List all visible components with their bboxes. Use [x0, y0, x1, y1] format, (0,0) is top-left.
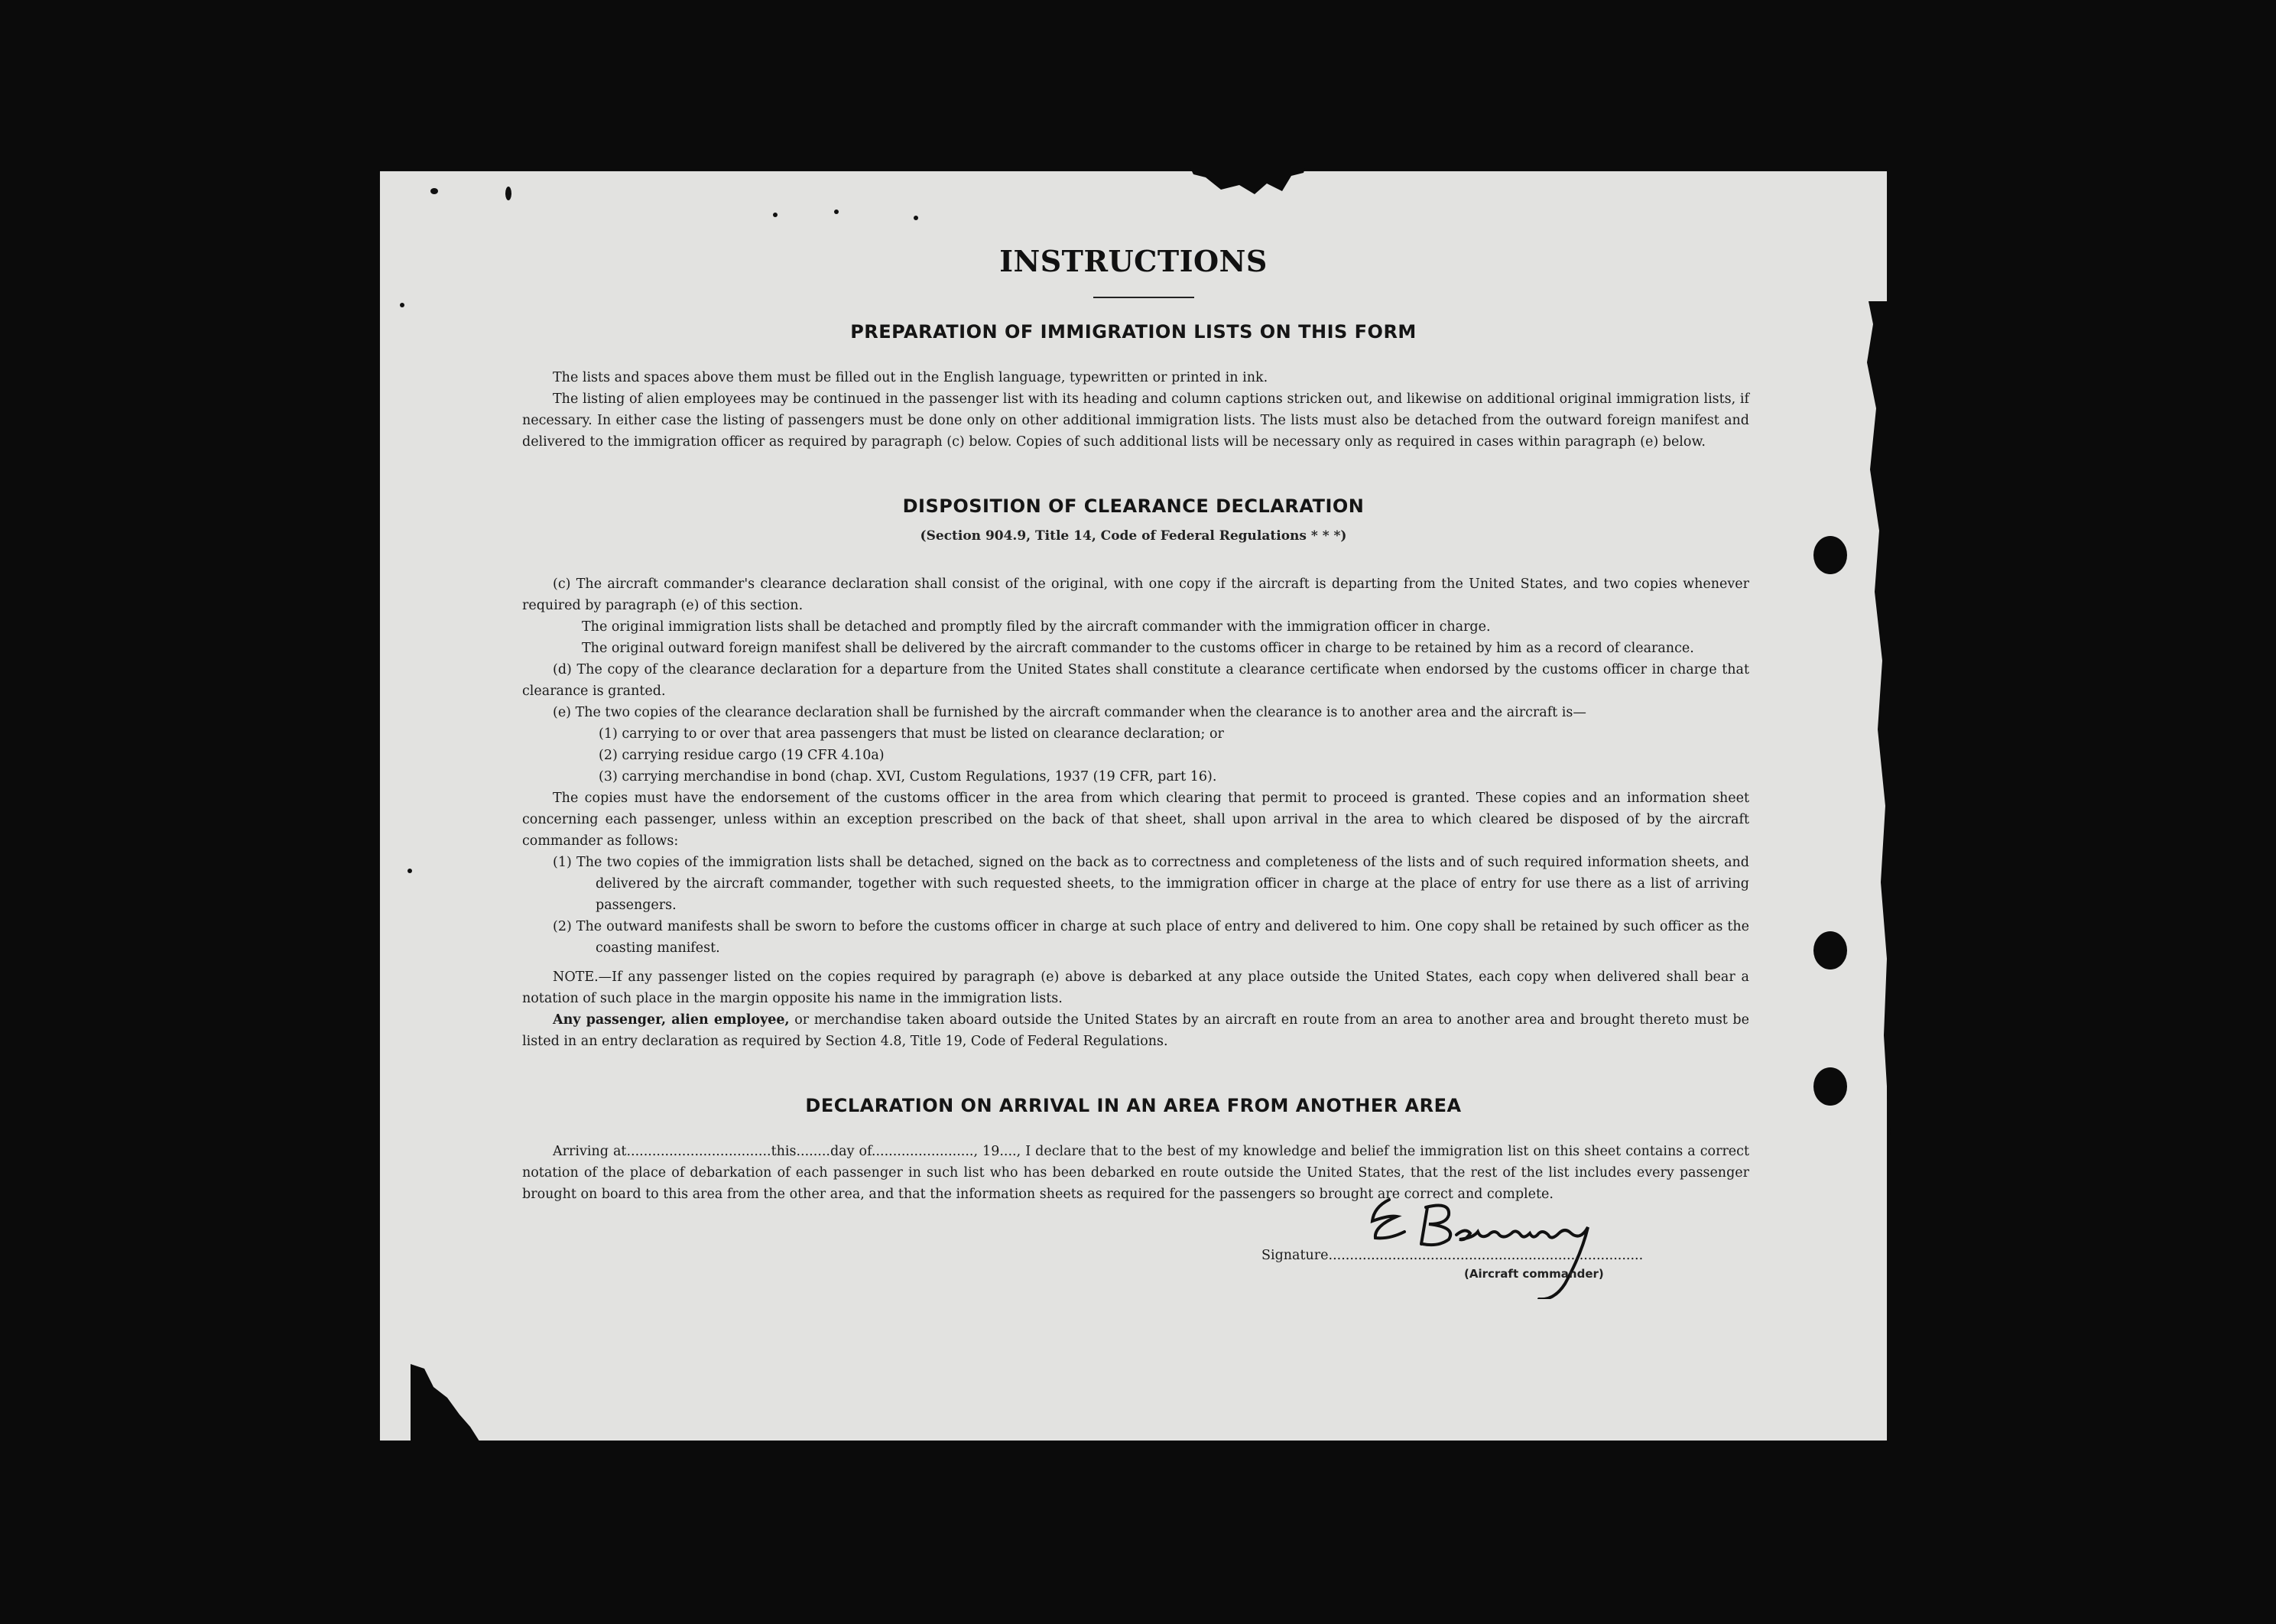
paragraph-d: (d) The copy of the clearance declaration for a departure from the United States shall constitute a clearance certificate when endorsed by the customs officer in charge that clearance is granted.	[522, 662, 1749, 699]
list-item: (2) The outward manifests shall be sworn to before the customs officer in charge at such place of entry and delivered to him. One copy shall be retained by such officer as the coasting manifest.	[553, 919, 1749, 956]
punch-hole	[1813, 931, 1847, 970]
handwritten-signature	[1359, 1184, 1603, 1299]
signature-caption: (Aircraft commander)	[1464, 1267, 1604, 1281]
ink-speck	[914, 216, 918, 220]
paragraph-c-immigration: The original immigration lists shall be detached and promptly filed by the aircraft commander with the immigration officer in charge.	[582, 619, 1491, 635]
ink-speck	[834, 209, 839, 214]
ink-speck	[407, 869, 412, 873]
torn-edge-top	[1190, 168, 1305, 197]
any-passenger-paragraph	[522, 1009, 1749, 1052]
ink-speck	[400, 303, 404, 307]
torn-edge-right	[1838, 301, 1891, 1142]
section-heading-disposition: DISPOSITION OF CLEARANCE DECLARATION	[902, 495, 1365, 517]
list-item: (1) carrying to or over that area passengers that must be listed on clearance declaration; or	[599, 726, 1224, 742]
section-heading-preparation: PREPARATION OF IMMIGRATION LISTS ON THIS FORM	[850, 321, 1417, 343]
document-page	[380, 171, 1887, 1440]
section-subheading-citation: (Section 904.9, Title 14, Code of Federal Regulations * * *)	[920, 528, 1347, 544]
signature-label: Signature..........................................................................	[1261, 1248, 1644, 1263]
list-item: (2) carrying residue cargo (19 CFR 4.10a)	[599, 748, 885, 763]
section-heading-declaration: DECLARATION ON ARRIVAL IN AN AREA FROM ANOTHER AREA	[805, 1095, 1462, 1116]
paragraph: The listing of alien employees may be continued in the passenger list with its heading and column captions stricken out, and likewise on additional original immigration lists, if necessary. In either case the listing of passengers must be done only on other additional immigration lists. The lists must also be detached from the outward foreign manifest and delivered to the immigration officer as required by paragraph (c) below. Copies of such additional lists will be necessary only as required in cases within paragraph (e) below.	[522, 391, 1749, 450]
torn-edge-bottom-left	[411, 1364, 487, 1444]
ink-speck	[773, 213, 778, 217]
paragraph-c-manifest: The original outward foreign manifest shall be delivered by the aircraft commander to the customs officer in charge to be retained by him as a record of clearance.	[582, 641, 1694, 656]
title-underline	[1093, 297, 1194, 298]
paragraph-e: (e) The two copies of the clearance declaration shall be furnished by the aircraft commander when the clearance is to another area and the aircraft is—	[553, 705, 1586, 720]
paragraph-c: (c) The aircraft commander's clearance declaration shall consist of the original, with one copy if the aircraft is departing from the United States, and two copies whenever required by paragraph (e) of this section.	[522, 577, 1749, 613]
page-title: INSTRUCTIONS	[999, 244, 1268, 278]
note-paragraph: NOTE.—If any passenger listed on the copies required by paragraph (e) above is debarked at any place outside the United States, each copy when delivered shall bear a notation of such place in the margin opposite his name in the immigration lists.	[522, 970, 1749, 1006]
paragraph: The lists and spaces above them must be filled out in the English language, typewritten or printed in ink.	[553, 370, 1268, 385]
list-item: (3) carrying merchandise in bond (chap. XVI, Custom Regulations, 1937 (19 CFR, part 16).	[599, 769, 1217, 784]
paragraph-copies: The copies must have the endorsement of the customs officer in the area from which clearing that permit to proceed is granted. These copies and an information sheet concerning each passenger, unless within an exception prescribed on the back of that sheet, shall upon arrival in the area to which cleared be disposed of by the aircraft commander as follows:	[522, 791, 1749, 849]
section-preparation-body	[522, 367, 1749, 453]
declaration-paragraph: Arriving at..................................this........day of........................, 19...., I declare that to the best of my knowledge and belief the immigration list on this sheet contains a correct notation of the place of debarkation of each passenger in such list who has been debarked en route outside the United States, that the rest of the list includes every passenger brought on board to this area from the other area, and that the information sheets as required for the passengers so brought are correct and complete.	[522, 1144, 1749, 1202]
ink-speck	[505, 187, 511, 200]
any-passenger-rest: or merchandise taken aboard outside the United States by an aircraft en route from an area to another area and brought thereto must be listed in an entry declaration as required by Section 4.8, Title 19, Code of Federal Regulations.	[522, 1012, 1749, 1049]
list-item: (1) The two copies of the immigration lists shall be detached, signed on the back as to correctness and completeness of the lists and of such required information sheets, and delivered by the aircraft commander, together with such requested sheets, to the immigration officer in charge at the place of entry for use there as a list of arriving passengers.	[553, 855, 1749, 913]
section-disposition-body	[522, 573, 1749, 1052]
ink-speck	[430, 188, 438, 194]
any-passenger-lead: Any passenger, alien employee,	[553, 1012, 790, 1028]
